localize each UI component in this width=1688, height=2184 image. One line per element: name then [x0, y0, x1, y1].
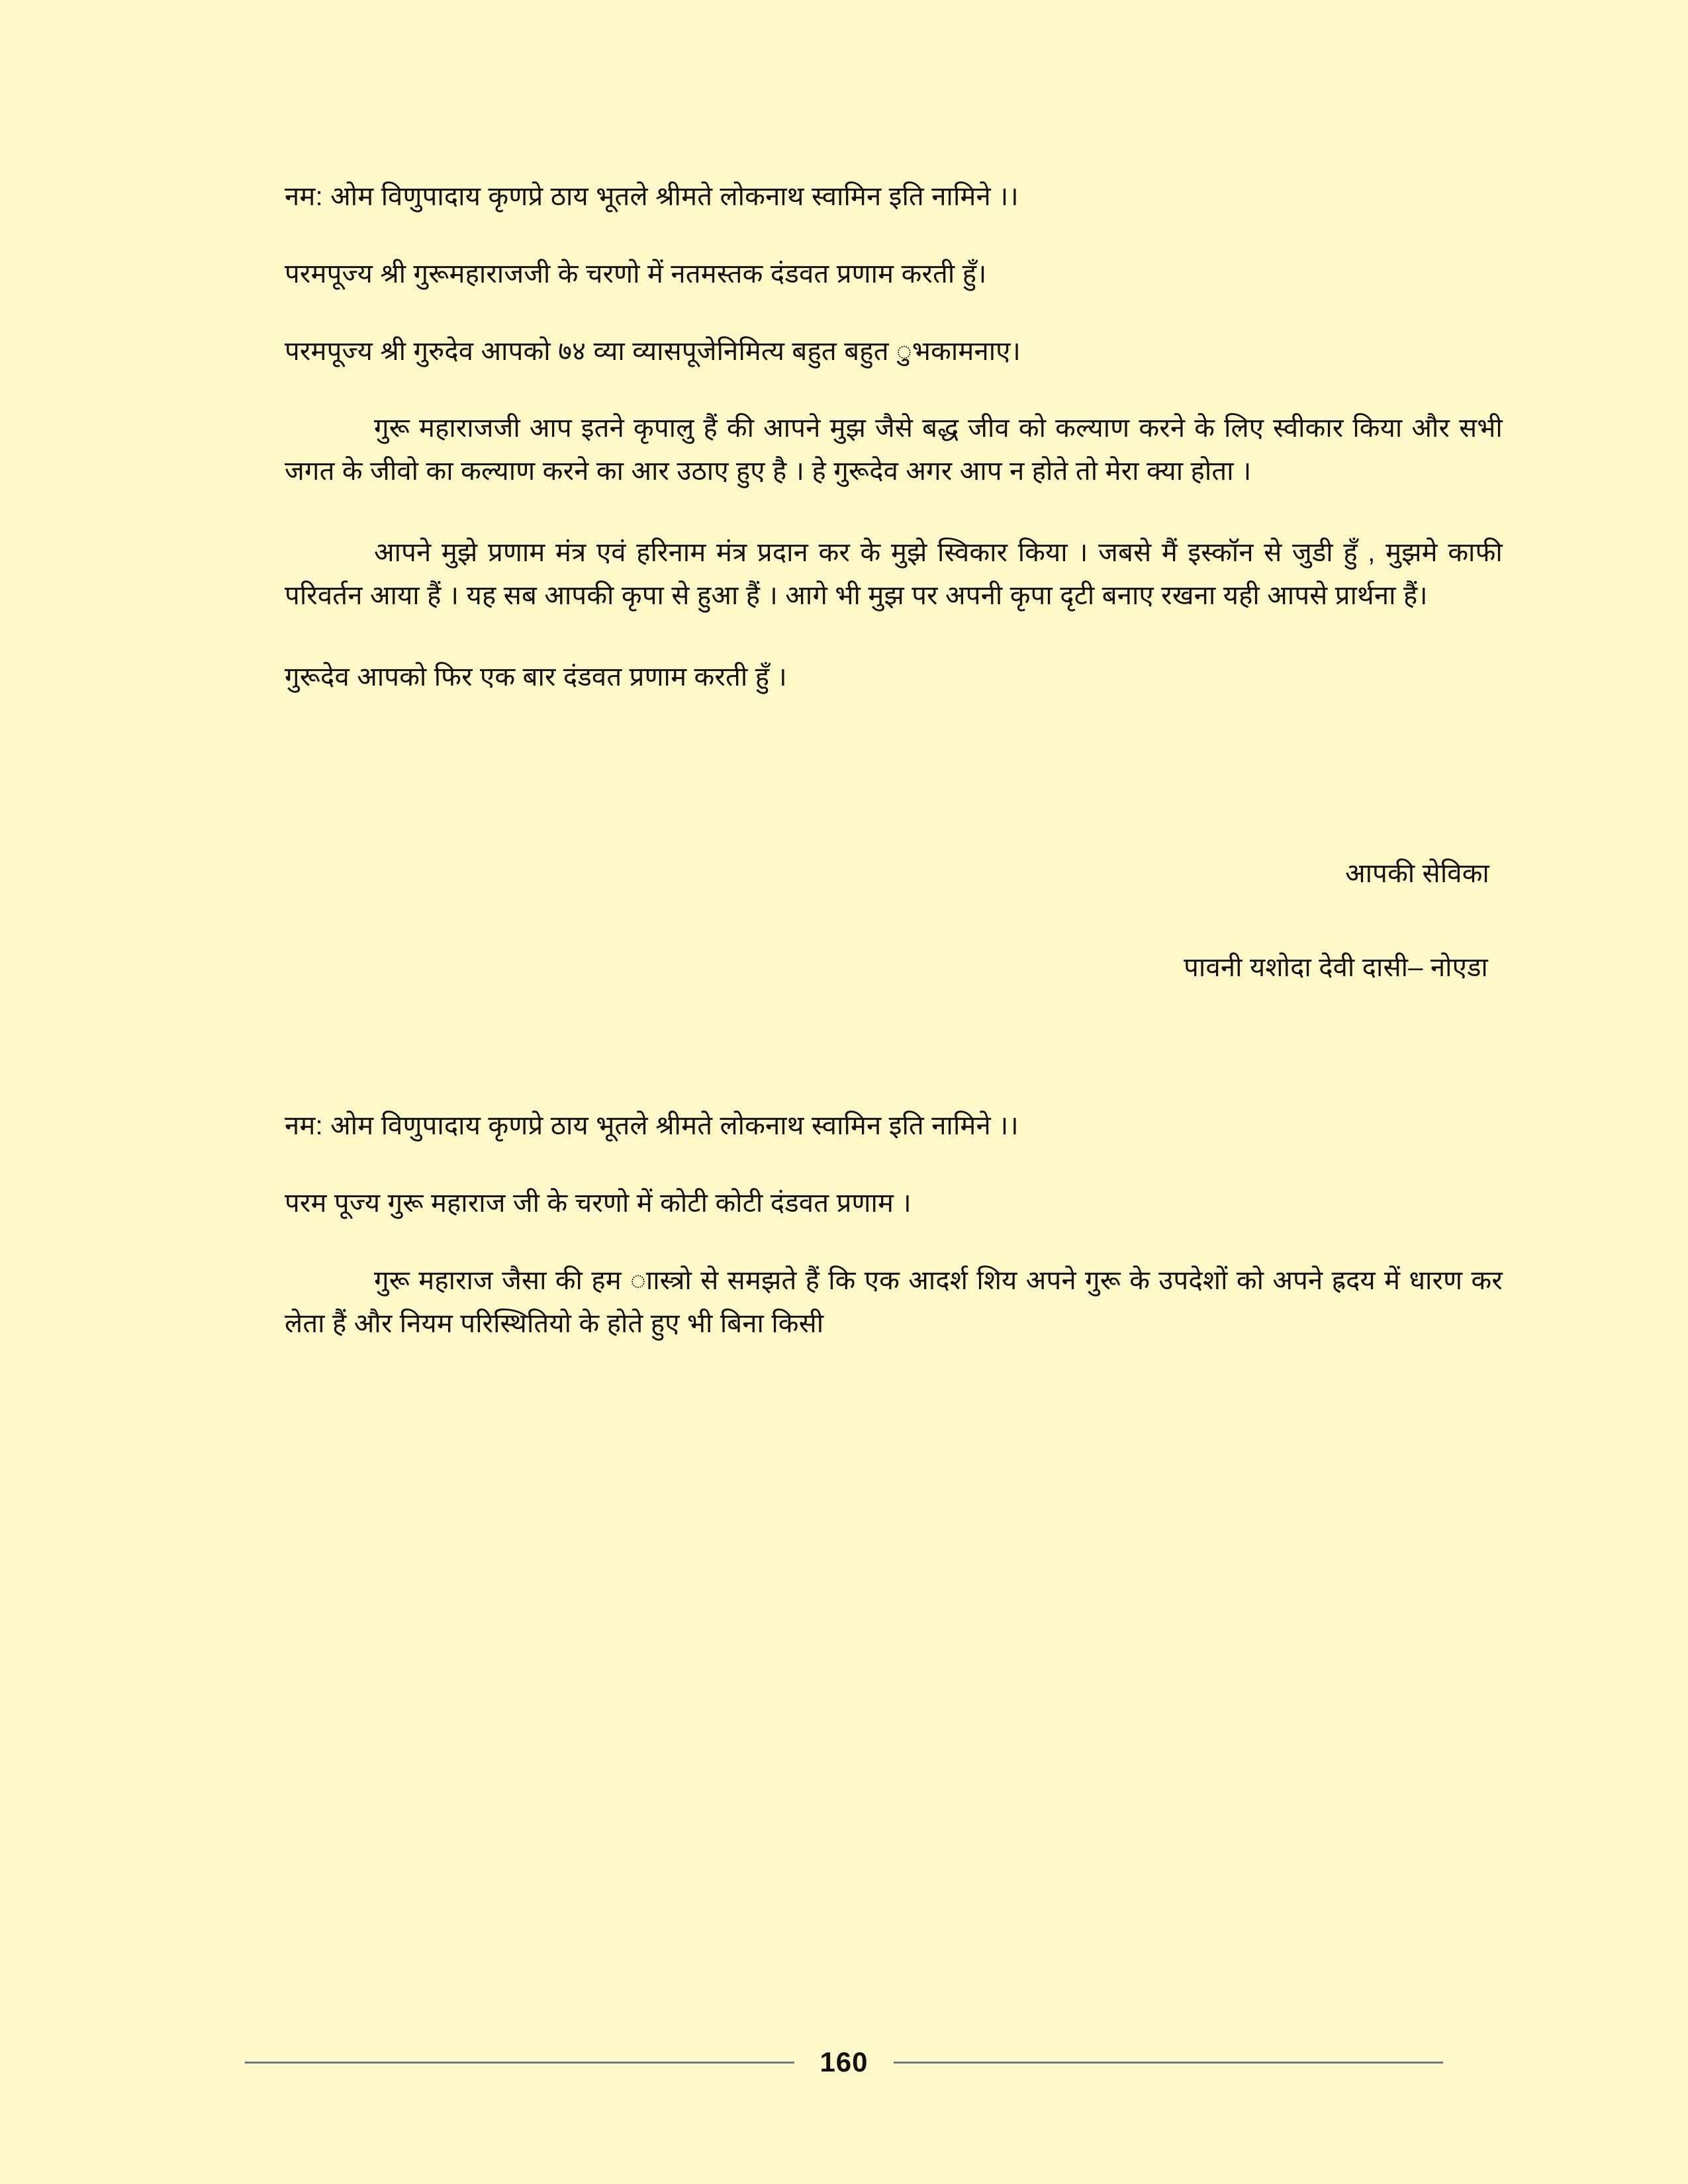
paragraph-invocation: नम: ओम वि‌णुपादाय कृ‌णप्रे ठाय भूतले श्रीमते लोकनाथ स्वामिन इति नामिने ।। [285, 182, 1019, 211]
letter-2 [285, 1105, 1503, 1345]
page-footer [0, 2046, 1688, 2078]
signature-spacer [285, 737, 1503, 813]
letter-1 [285, 175, 1503, 989]
footer-rule-left [245, 2062, 794, 2064]
paragraph-body-1: गुरू महाराजजी आप इतने कृपालु हैं की आपने मुझ जैसे बद्ध जीव को कल्याण करने के लिए स्वीकार किया और सभी जगत के जीवो का कल्याण करने का आर उठाए हुए है । हे गुरूदेव अगर आप न होते तो मेरा क्या होता । [285, 414, 1503, 486]
signature-name: पावनी यशोदा देवी दासी– नोएडा [1184, 953, 1488, 983]
paragraph-closing: गुरूदेव आपको फिर एक बार दंडवत प्रणाम करती हुँ । [285, 662, 787, 692]
footer-rule-right [894, 2062, 1443, 2064]
letter-gap [285, 989, 1503, 1105]
paragraph-invocation-2: नम: ओम वि‌णुपादाय कृ‌णप्रे ठाय भूतले श्रीमते लोकनाथ स्वामिन इति नामिने ।। [285, 1111, 1019, 1141]
signature-role: आपकी सेविका [1345, 859, 1489, 889]
paragraph-salutation: परमपूज्य श्री गुरूमहाराजजी के चरणो में नतमस्तक दंडवत प्रणाम करती हुँ। [285, 259, 987, 289]
signature-block [285, 852, 1503, 989]
page-number: 160 [820, 2046, 868, 2077]
paragraph-body-2: आपने मुझे प्रणाम मंत्र एवं हरिनाम मंत्र प्रदान कर के मुझे स्विकार किया । जबसे मैं इस्कॉन से जुडी हुँ , मुझमे काफी परिवर्तन आया हैं । यह सब आपकी कृपा से हुआ हैं । आगे भी मुझ पर अपनी कृपा दृ‌टी बनाए रखना यही आपसे प्रार्थना हैं। [285, 537, 1503, 610]
page-content [285, 175, 1503, 1384]
paragraph-body-2-1: गुरू महाराज जैसा की हम ‌ाास्त्रो से समझते हैं कि एक आदर्श शि‌य अपने गुरू के उपदेशों को अपने ह्रदय में धारण कर लेता हैं और नियम परिस्थितियो के होते हुए भी बिना किसी [285, 1265, 1503, 1338]
paragraph-salutation-2: परम पूज्य गुरू महाराज जी के चरणो में ‌कोटी कोटी दंडवत प्रणाम । [285, 1189, 912, 1218]
paragraph-greeting: परमपूज्य श्री गुरुदेव आपको ७४ व्या व्यासपूजेनिमित्य बहुत बहुत ‌ुभकामनाए। [285, 336, 1021, 366]
